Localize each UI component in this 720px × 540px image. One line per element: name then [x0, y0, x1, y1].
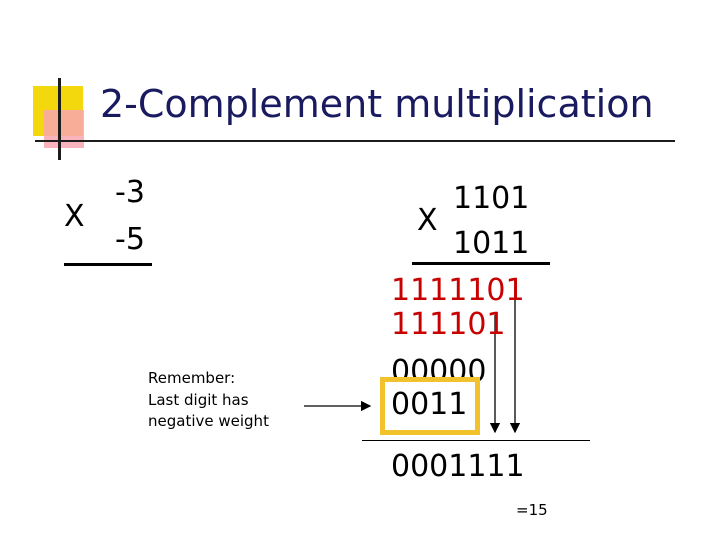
partial-product-2: 111101	[391, 307, 506, 342]
result-decimal-value: =15	[516, 501, 548, 519]
sum-rule	[362, 440, 590, 441]
decimal-operand-a: -3	[115, 175, 145, 210]
note-line-3: negative weight	[148, 412, 269, 430]
binary-result: 0001111	[391, 449, 525, 484]
decimal-multiply-sign: X	[64, 199, 85, 234]
note-line-2: Last digit has	[148, 391, 249, 409]
partial-product-3: 00000	[391, 354, 487, 389]
binary-multiply-sign: X	[417, 203, 438, 238]
binary-operand-rule	[412, 262, 550, 265]
partial-product-4: 0011	[391, 387, 468, 422]
slide-title: 2-Complement multiplication	[100, 82, 654, 126]
partial-product-1: 1111101	[391, 273, 525, 308]
note-line-1: Remember:	[148, 369, 236, 387]
binary-operand-a: 1101	[453, 181, 530, 216]
binary-operand-b: 1011	[453, 226, 530, 261]
decimal-operand-b: -5	[115, 222, 145, 257]
negative-weight-highlight	[380, 377, 480, 435]
